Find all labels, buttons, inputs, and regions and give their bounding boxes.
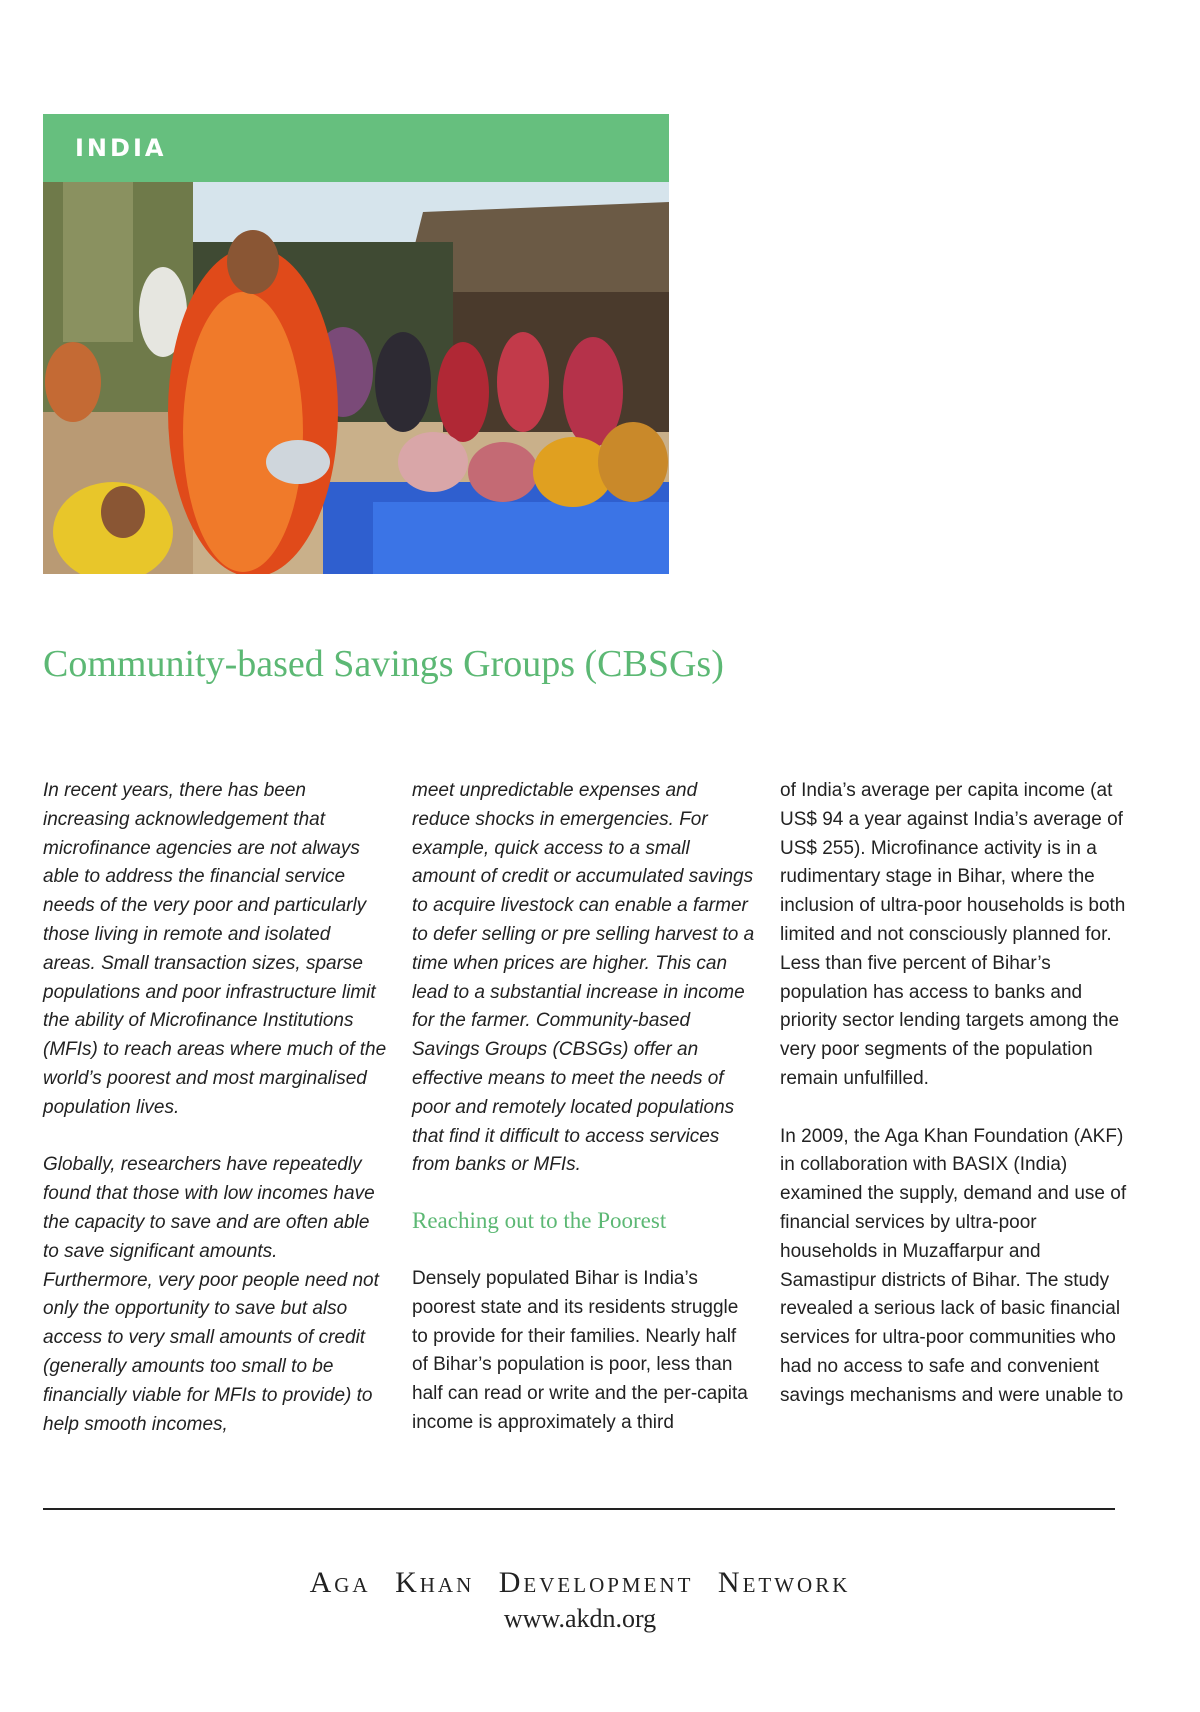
cbsg-benefits-paragraph: meet unpredictable expenses and reduce shocks in emergencies. For example, quick access to a small amount of credit or accumulated savings to acquire livestock can enable a farmer to defer selling or pre selling harvest to a time when prices are higher. This can lead to a substantial increase in income for the farmer. Community-based Savings Groups (CBSGs) offer an effective means to meet the needs of poor and remotely located populations that find it difficult to access services from banks or MFIs.	[412, 780, 755, 1176]
bihar-income-paragraph: of India’s average per capita income (at US$ 94 a year against India’s average of US$ 255). Microfinance activity is in a rudimentary stage in Bihar, where the inclusion of ultra-poor households is both limited and not consciously planned for. Less than five percent of Bihar’s population has access to banks and priority sector lending targets among the very poor segments of the population remain unfulfilled.	[780, 780, 1126, 1089]
country-banner	[43, 114, 669, 182]
country-label: INDIA	[75, 134, 167, 162]
page-title: Community-based Savings Groups (CBSGs)	[43, 643, 724, 685]
footer-org-name: Aga Khan Development Network	[309, 1566, 851, 1599]
column-2	[412, 777, 757, 1438]
akf-study-paragraph: In 2009, the Aga Khan Foundation (AKF) in collaboration with BASIX (India) examined the supply, demand and use of financial services by ultra-poor households in Muzaffarpur and Samastipur districts of Bihar. The study revealed a serious lack of basic financial services for ultra-poor communities who had no access to safe and convenient savings mechanisms and were unable to	[780, 1125, 1127, 1406]
intro-paragraph: In recent years, there has been increasing acknowledgement that microfinance agencies are not always able to address the financial service needs of the very poor and particularly those living in remote and isolated areas. Small transaction sizes, sparse populations and poor infrastructure limit the ability of Microfinance Institutions (MFIs) to reach areas where much of the world’s poorest and most marginalised population lives.	[43, 780, 387, 1118]
column-3	[780, 777, 1130, 1411]
column-1	[43, 777, 388, 1439]
savings-research-paragraph: Globally, researchers have repeatedly found that those with low incomes have the capacity to save and are often able to save significant amounts. Furthermore, very poor people need not only the opportunity to save but also access to very small amounts of credit (generally amounts too small to be financially viable for MFIs to provide) to help smooth incomes,	[43, 1154, 379, 1435]
bihar-paragraph: Densely populated Bihar is India’s poorest state and its residents struggle to provide for their families. Nearly half of Bihar’s population is poor, less than half can read or write and the per-capita income is approximately a third	[412, 1267, 748, 1433]
photo-women-savings-group	[43, 182, 669, 574]
footer-url[interactable]: www.akdn.org	[503, 1604, 657, 1633]
footer-divider	[43, 1508, 1115, 1510]
section-subheading: Reaching out to the Poorest	[412, 1208, 667, 1234]
